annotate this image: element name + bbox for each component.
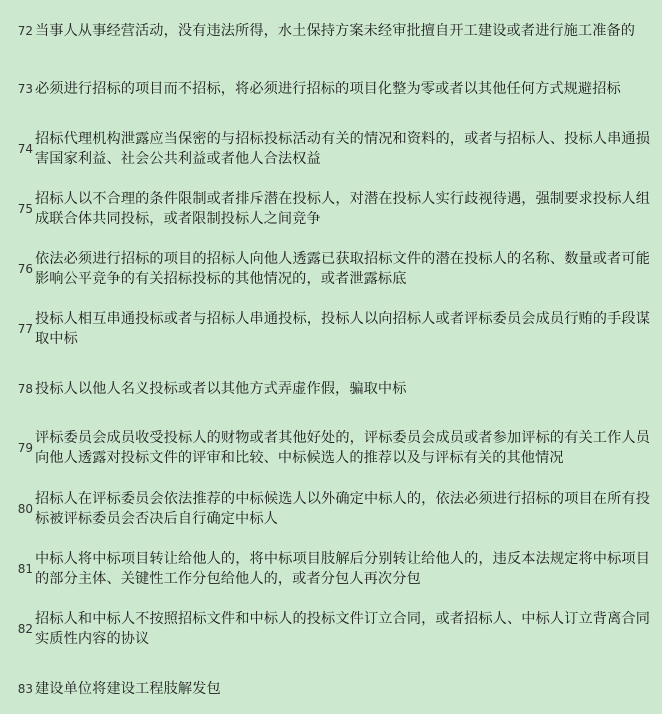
item-number: 81 bbox=[17, 562, 33, 576]
item-number: 75 bbox=[17, 202, 33, 216]
list-item bbox=[0, 486, 662, 532]
list-item bbox=[0, 416, 662, 480]
item-number: 74 bbox=[17, 142, 33, 156]
item-text: 中标人将中标项目转让给他人的，将中标项目肢解后分别转让给他人的，违反本法规定将中标项目的部分主体、关键性工作分包给他人的，或者分包人再次分包 bbox=[35, 551, 650, 587]
item-number: 78 bbox=[17, 382, 33, 396]
list-item bbox=[0, 66, 662, 112]
item-number: 82 bbox=[17, 622, 33, 636]
list-item bbox=[0, 186, 662, 232]
list-item bbox=[0, 606, 662, 652]
item-text: 投标人相互串通投标或者与招标人串通投标，投标人以向招标人或者评标委员会成员行贿的手段谋取中标 bbox=[35, 311, 650, 347]
list-item bbox=[0, 376, 662, 402]
list-item bbox=[0, 676, 662, 702]
item-number: 72 bbox=[17, 24, 33, 38]
item-text: 必须进行招标的项目而不招标，将必须进行招标的项目化整为零或者以其他任何方式规避招标 bbox=[35, 81, 621, 97]
item-text: 招标人在评标委员会依法推荐的中标候选人以外确定中标人的，依法必须进行招标的项目在所有投标被评标委员会否决后自行确定中标人 bbox=[35, 491, 650, 527]
item-text: 投标人以他人名义投标或者以其他方式弄虚作假，骗取中标 bbox=[35, 381, 407, 397]
item-number: 77 bbox=[17, 322, 33, 336]
list-item bbox=[0, 246, 662, 292]
item-text: 依法必须进行招标的项目的招标人向他人透露已获取招标文件的潜在投标人的名称、数量或者可能影响公平竞争的有关招标投标的其他情况的，或者泄露标底 bbox=[35, 251, 650, 287]
item-text: 当事人从事经营活动，没有违法所得，水土保持方案未经审批擅自开工建设或者进行施工准备的 bbox=[35, 23, 636, 39]
list-item bbox=[0, 546, 662, 592]
item-number: 83 bbox=[17, 682, 33, 696]
item-text: 招标代理机构泄露应当保密的与招标投标活动有关的情况和资料的，或者与招标人、投标人串通损害国家利益、社会公共利益或者他人合法权益 bbox=[35, 131, 650, 167]
list-item bbox=[0, 306, 662, 352]
item-number: 76 bbox=[17, 262, 33, 276]
item-text: 建设单位将建设工程肢解发包 bbox=[35, 681, 221, 697]
list-item bbox=[0, 126, 662, 172]
item-text: 招标人和中标人不按照招标文件和中标人的投标文件订立合同，或者招标人、中标人订立背离合同实质性内容的协议 bbox=[35, 611, 650, 647]
item-number: 79 bbox=[17, 441, 33, 455]
item-number: 80 bbox=[17, 502, 33, 516]
list-item bbox=[0, 8, 662, 54]
item-number: 73 bbox=[17, 82, 33, 96]
item-text: 评标委员会成员收受投标人的财物或者其他好处的，评标委员会成员或者参加评标的有关工作人员向他人透露对投标文件的评审和比较、中标候选人的推荐以及与评标有关的其他情况 bbox=[35, 430, 650, 466]
item-text: 招标人以不合理的条件限制或者排斥潜在投标人，对潜在投标人实行歧视待遇，强制要求投标人组成联合体共同投标，或者限制投标人之间竞争 bbox=[35, 191, 650, 227]
